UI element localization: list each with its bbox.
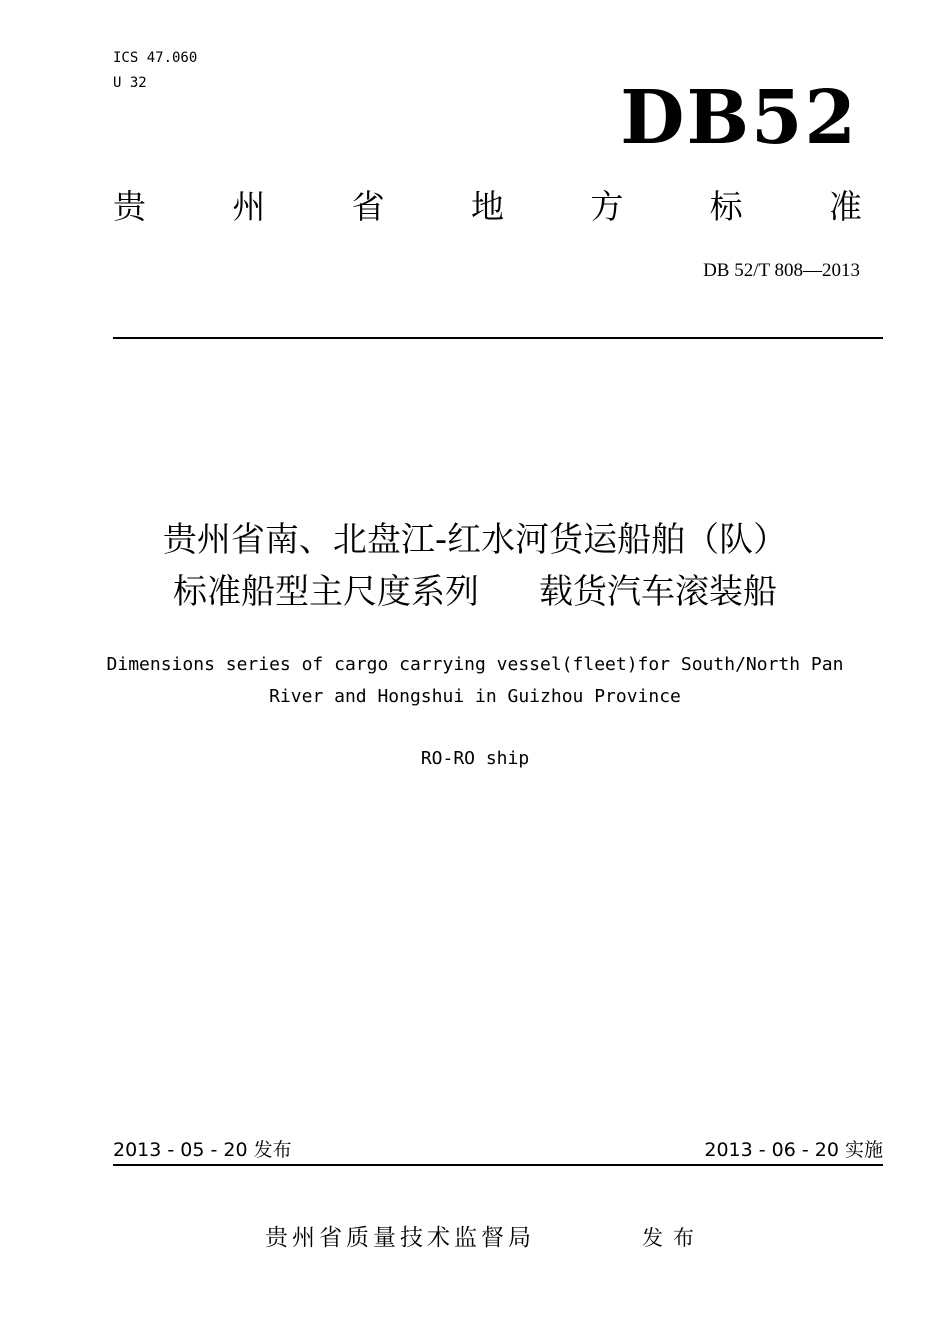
standard-number: DB 52/T 808—2013 <box>703 260 860 281</box>
standard-type-char: 方 <box>590 187 624 226</box>
title-chinese-line1: 贵州省南、北盘江-红水河货运船舶（队） <box>162 520 788 560</box>
standard-type-heading <box>113 185 862 229</box>
issue-label: 发布 <box>642 1226 704 1250</box>
title-chinese-part: 载货汽车滚装船 <box>539 572 777 612</box>
title-english-line1: Dimensions series of cargo carrying vessel(fleet)for South/North Pan <box>106 654 844 675</box>
implementation-date: 2013 - 06 - 20 实施 <box>704 1139 883 1161</box>
ics-code: ICS 47.060 <box>113 50 198 66</box>
standard-logo: DB52 <box>620 75 858 161</box>
ccs-code: U 32 <box>113 75 147 91</box>
title-chinese-line2 <box>0 570 950 614</box>
standard-type-char: 贵 <box>113 187 146 226</box>
title-english-subtitle: RO-RO ship <box>420 748 530 769</box>
header-divider <box>113 337 883 339</box>
standard-type-char: 州 <box>232 187 266 226</box>
title-english-line2: River and Hongshui in Guizhou Province <box>269 686 681 707</box>
footer-divider <box>113 1164 883 1166</box>
standard-type-char: 地 <box>470 187 504 226</box>
issuing-authority: 贵州省质量技术监督局 <box>265 1225 535 1251</box>
standard-type-char: 省 <box>351 187 385 226</box>
standard-type-char: 标 <box>709 187 743 226</box>
issue-date: 2013 - 05 - 20 发布 <box>113 1139 292 1161</box>
title-chinese-main: 标准船型主尺度系列 <box>173 572 479 612</box>
standard-type-char: 准 <box>828 187 862 226</box>
